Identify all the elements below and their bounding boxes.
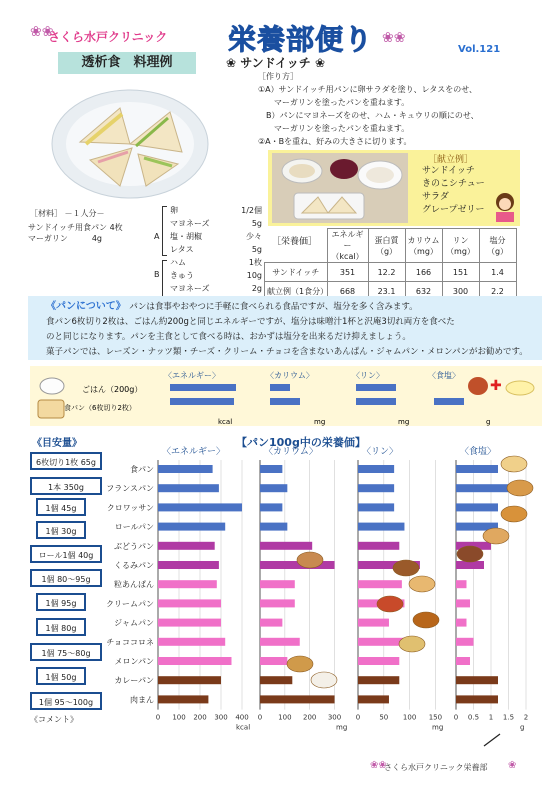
bread-info-line: のと同じになります。パンを主食として食べる時は、おかずは塩分を出来るだけ抑えましょう。: [46, 332, 411, 342]
comparison-bar: [170, 398, 234, 405]
unit-label: g: [520, 723, 525, 732]
chart-bar: [456, 599, 470, 607]
comparison-unit: mg: [314, 418, 326, 426]
howto-step: マーガリンを塗ったパンを重ねます。: [258, 98, 410, 107]
material-qty: 1枚: [248, 258, 262, 267]
table-header: 塩分（g）: [479, 229, 516, 263]
material-name: マヨネーズ: [170, 284, 210, 293]
tick-label: 400: [235, 713, 249, 722]
bread-illustration: [409, 576, 435, 592]
material-qty: 5g: [251, 219, 262, 228]
tick-label: 0: [355, 713, 361, 722]
bread-illustration: [311, 672, 337, 688]
material-qty: 4枚: [109, 223, 123, 232]
chart-bar: [358, 580, 402, 588]
table-header: エネルギー（kcal）: [327, 229, 368, 263]
chart-bar: [456, 465, 498, 473]
material-qty: 1/2個: [241, 206, 262, 215]
category-label: ロールパン: [114, 522, 154, 532]
menu-title: ［献立例］: [428, 155, 474, 165]
category-label: くるみパン: [114, 561, 154, 570]
material-name: マヨネーズ: [170, 219, 210, 228]
guide-box: 1個 50g: [36, 667, 86, 685]
chart-bar: [260, 580, 295, 588]
guide-box: 1個 95g: [36, 593, 86, 611]
volume-number: Vol.121: [458, 44, 501, 55]
chart-bar: [260, 619, 282, 627]
comparison-bar: [356, 384, 396, 391]
chart-bar: [358, 657, 399, 665]
tick-label: 100: [402, 713, 417, 722]
series-title: 〈カリウム〉: [264, 447, 318, 457]
guide-box: 1個 95～100g: [30, 692, 102, 710]
tick-label: 1.5: [502, 713, 515, 722]
table-cell: 献立例（1食分）: [265, 282, 328, 301]
table-cell: 23.1: [368, 282, 405, 301]
bread-illustration: [457, 546, 483, 562]
rice-bowl-icon: [40, 378, 64, 394]
guide-box: ロール1個 40g: [30, 545, 102, 563]
unit-label: kcal: [236, 723, 251, 732]
menu-item: グレープゼリー: [422, 205, 485, 215]
chart-title: 【パン100g中の栄養価】: [236, 436, 366, 449]
menu-item: サラダ: [422, 192, 449, 202]
chart-bar: [158, 523, 225, 531]
menu-item: サンドイッチ: [422, 166, 475, 176]
chart-bar: [456, 503, 498, 511]
howto: [258, 70, 479, 148]
flower-icon: ❀❀: [382, 30, 406, 46]
chart-bar: [456, 676, 498, 684]
flower-icon: ❀: [508, 760, 517, 771]
tick-label: 200: [193, 713, 207, 722]
chef-girl-icon: [490, 190, 520, 224]
category-label: ぶどうパン: [114, 541, 154, 551]
tick-label: 100: [278, 713, 292, 722]
table-cell: 2.2: [479, 282, 516, 301]
comparison-bar: [270, 398, 300, 405]
table-header: 蛋白質（g）: [368, 229, 405, 263]
bread-illustration: [399, 636, 425, 652]
rice-bread-comparison: [30, 366, 542, 426]
comparison-bar: [270, 384, 290, 391]
comparison-row-label: 食パン（6枚切り2枚）: [64, 404, 136, 412]
tick-label: 1: [488, 713, 494, 722]
material-name: ハム: [170, 258, 186, 267]
category-label: メロンパン: [114, 657, 154, 666]
comparison-panel-title: 〈カリウム〉: [266, 371, 314, 380]
chart-bar: [158, 465, 213, 473]
table-cell: 668: [327, 282, 368, 301]
material-qty: 10g: [246, 271, 262, 280]
chart-bar: [260, 484, 287, 492]
table-cell: 632: [405, 282, 442, 301]
chart-bar: [158, 580, 217, 588]
chart-bar: [358, 542, 399, 550]
bread-illustration: [377, 596, 403, 612]
pen-stroke: [482, 732, 502, 748]
table-cell: サンドイッチ: [265, 263, 328, 282]
materials-left: [28, 222, 123, 244]
footer: さくら水戸クリニック栄養部: [384, 763, 488, 772]
sandwich-photo: [50, 82, 210, 200]
material-qty: 少々: [246, 232, 262, 241]
chart-bar: [260, 599, 295, 607]
chart-bar: [456, 657, 470, 665]
table-cell: 300: [442, 282, 479, 301]
table-cell: 12.2: [368, 263, 405, 282]
chart-bar: [158, 542, 215, 550]
table-row: [265, 263, 517, 282]
chart-bar: [456, 695, 498, 703]
series-title: 〈食塩〉: [460, 447, 497, 457]
plus-icon: ✚: [490, 378, 502, 394]
bread-info-text: [46, 299, 540, 360]
miso-soup-icon: [468, 377, 488, 395]
bread-slice-icon: [38, 400, 64, 418]
chart-bar: [158, 599, 221, 607]
chart-bar: [456, 619, 467, 627]
material-name: 卵: [170, 206, 178, 215]
chart-bar: [158, 503, 242, 511]
bread-illustration: [501, 456, 527, 472]
group-a-label: A: [154, 232, 160, 241]
bread-nutrition-chart: [100, 444, 540, 732]
tick-label: 150: [428, 713, 443, 722]
comparison-panel-title: 〈リン〉: [352, 371, 384, 380]
tick-label: 2: [523, 713, 529, 722]
table-cell: 166: [405, 263, 442, 282]
unit-label: mg: [432, 723, 444, 732]
category-label: チョココロネ: [106, 637, 154, 647]
category-label: 食パン: [130, 465, 154, 474]
comparison-unit: g: [486, 418, 491, 426]
nutrition-label: ［栄養価］: [272, 237, 318, 247]
material-name: サンドイッチ用食パン: [28, 223, 108, 232]
tick-label: 100: [172, 713, 186, 722]
chart-bar: [260, 695, 335, 703]
chart-bar: [158, 561, 219, 569]
nutrition-table: [264, 228, 517, 301]
bread-illustration: [413, 612, 439, 628]
comparison-bar: [170, 384, 236, 391]
unit-label: mg: [336, 723, 348, 732]
bracket-b: [162, 260, 167, 298]
category-label: ジャムパン: [114, 618, 154, 628]
chart-bar: [260, 657, 287, 665]
tick-label: 0: [155, 713, 161, 722]
chart-bar: [260, 638, 300, 646]
group-b-label: B: [154, 270, 160, 279]
category-label: クリームパン: [106, 599, 154, 609]
chart-bar: [358, 503, 394, 511]
flower-icon: ❀❀: [30, 24, 54, 40]
category-label: カレーパン: [114, 676, 154, 686]
tick-label: 300: [214, 713, 228, 722]
chart-bar: [358, 484, 394, 492]
chart-bar: [260, 542, 312, 550]
menu-list: [422, 165, 485, 217]
guide-heading: 《目安量》: [32, 438, 82, 449]
clinic-name: さくら水戸クリニック: [48, 30, 168, 44]
guide-box: 1個 80～95g: [30, 569, 102, 587]
bread-illustration: [287, 656, 313, 672]
material-name: マーガリン: [28, 234, 68, 243]
chart-bar: [358, 676, 399, 684]
tick-label: 300: [327, 713, 342, 722]
series-title: 〈リン〉: [362, 447, 399, 457]
bread-illustration: [483, 528, 509, 544]
tick-label: 50: [379, 713, 389, 722]
guide-box: 1本 350g: [30, 477, 102, 495]
chart-bar: [456, 484, 512, 492]
bread-illustration: [507, 480, 533, 496]
howto-step: ②A・Bを重ね、好みの大きさに切ります。: [258, 137, 412, 146]
chart-bar: [260, 676, 292, 684]
guide-box: 1個 45g: [36, 498, 86, 516]
category-label: 肉まん: [130, 695, 154, 705]
table-cell: 151: [442, 263, 479, 282]
howto-step: マーガリンを塗ったパンを重ねます。: [258, 124, 410, 133]
chart-bar: [358, 619, 389, 627]
bread-illustration: [393, 560, 419, 576]
table-header: リン（mg）: [442, 229, 479, 263]
howto-step: ①A）サンドイッチ用パンに卵サラダを塗り、レタスをのせ、: [258, 85, 478, 94]
bread-illustration: [501, 506, 527, 522]
category-label: クロワッサン: [106, 503, 154, 513]
bread-info-line: パンは食事やおやつに手軽に食べられる食品ですが、塩分を多く含みます。: [129, 302, 418, 312]
chart-bar: [358, 465, 394, 473]
comparison-bar: [356, 398, 396, 405]
bread-info-line: 菓子パンでは、レーズン・ナッツ類・チーズ・クリーム・チョコを含まないあんぱん・ジャムパン・メロンパンがお勧めです。: [46, 347, 528, 357]
tick-label: 0: [453, 713, 459, 722]
table-header: カリウム（mg）: [405, 229, 442, 263]
comment-label: 《コメント》: [30, 715, 78, 724]
guide-box: 1個 80g: [36, 618, 86, 636]
chart-bar: [260, 523, 287, 531]
menu-photo: [272, 153, 408, 223]
howto-step: B）パンにマヨネーズをのせ、ハム・キュウリの順にのせ、: [258, 111, 479, 120]
material-qty: 4g: [91, 234, 103, 243]
material-name: きゅう: [170, 271, 194, 280]
comparison-panel-title: 〈エネルギー〉: [164, 371, 220, 380]
category-label: フランスパン: [106, 484, 154, 494]
table-header-row: [265, 229, 517, 263]
pickles-icon: [506, 381, 534, 395]
chart-bar: [456, 638, 474, 646]
chart-bar: [158, 676, 221, 684]
recipe-tag: 透析食 料理例: [58, 52, 196, 74]
material-name: レタス: [170, 245, 194, 254]
tick-label: 0.5: [467, 713, 480, 722]
material-qty: 2g: [251, 284, 262, 293]
table-cell: 1.4: [479, 263, 516, 282]
menu-item: きのこシチュー: [422, 179, 485, 189]
bracket-a: [162, 206, 167, 256]
dish-name: ❀ サンドイッチ ❀: [226, 56, 326, 70]
comparison-unit: mg: [398, 418, 410, 426]
chart-bar: [158, 657, 232, 665]
chart-bar: [158, 484, 219, 492]
chart-bar: [158, 619, 221, 627]
chart-bar: [260, 465, 282, 473]
tick-label: 200: [303, 713, 317, 722]
comparison-unit: kcal: [218, 418, 233, 426]
bread-illustration: [297, 552, 323, 568]
material-name: 塩・胡椒: [170, 232, 202, 241]
chart-bar: [158, 695, 208, 703]
chart-bar: [358, 695, 389, 703]
comparison-bar: [434, 398, 464, 405]
materials-right: [154, 204, 262, 295]
howto-title: ［作り方］: [258, 72, 298, 81]
flower-icon: ❀❀: [370, 760, 387, 771]
chart-bar: [158, 638, 225, 646]
chart-bar: [358, 523, 404, 531]
category-label: 粒あんぱん: [114, 580, 154, 590]
newsletter-title: 栄養部便り: [228, 23, 374, 56]
materials-title: ［材料］ －１人分－: [30, 209, 105, 218]
chart-bar: [456, 580, 467, 588]
series-title: 〈エネルギー〉: [162, 447, 226, 457]
comparison-row-label: ごはん（200g）: [82, 385, 143, 394]
table-cell: 351: [327, 263, 368, 282]
bread-info-heading: 《パンについて》: [46, 301, 121, 312]
guide-box: 6枚切り1枚 65g: [30, 452, 102, 470]
guide-box: 1個 30g: [36, 521, 86, 539]
guide-box: 1個 75～80g: [30, 643, 102, 661]
tick-label: 0: [257, 713, 263, 722]
material-qty: 5g: [251, 245, 262, 254]
comparison-panel-title: 〈食塩〉: [428, 371, 460, 380]
bread-info-line: 食パン6枚切り2枚は、ごはん約200gと同じエネルギーですが、塩分は味噌汁1杯と沢庵3切れ両方を食べた: [46, 317, 455, 327]
chart-bar: [260, 503, 282, 511]
